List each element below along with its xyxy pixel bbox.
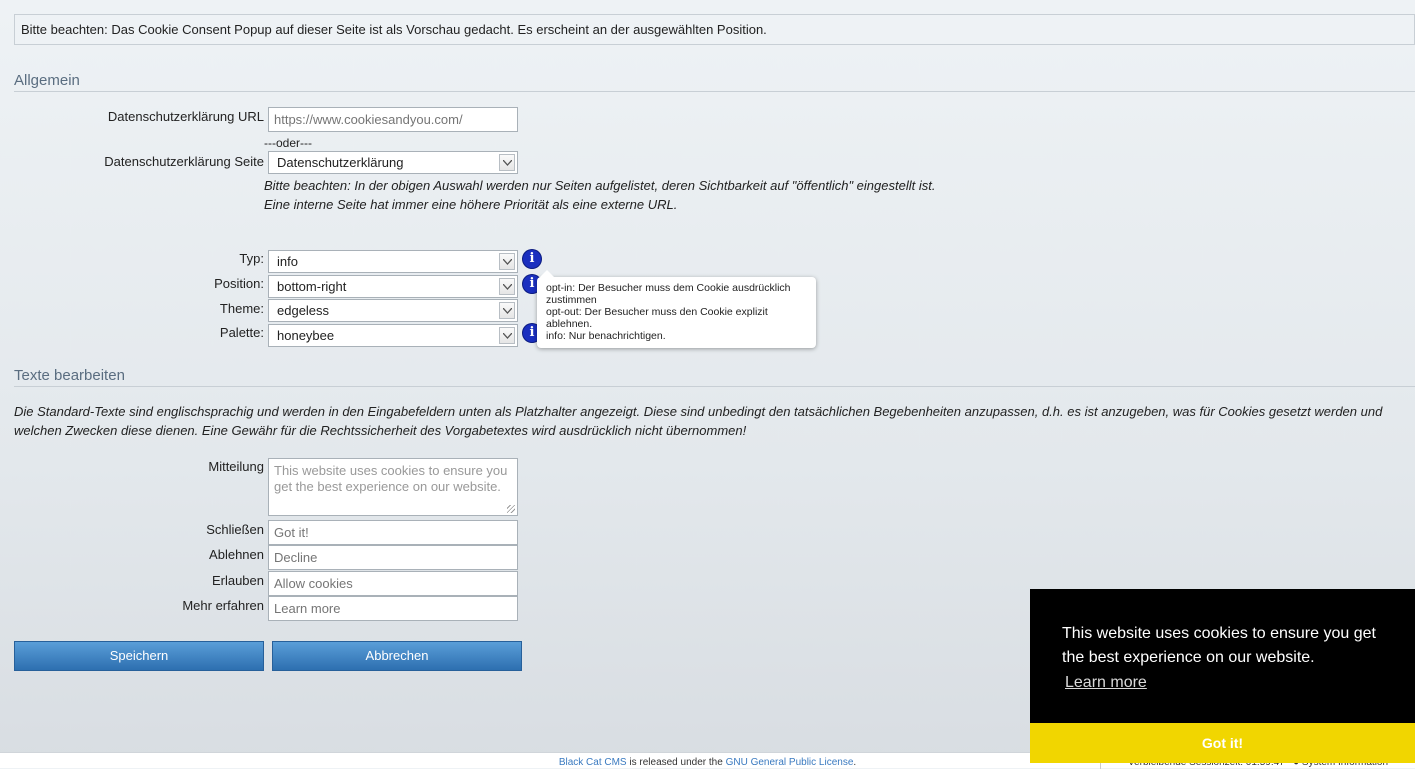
privacy-page-select[interactable] [268, 151, 518, 174]
tooltip-line-info: info: Nur benachrichtigen. [546, 330, 666, 342]
info-icon[interactable]: i [523, 275, 541, 293]
privacy-page-value: Datenschutzerklärung [277, 155, 404, 170]
more-text-input[interactable] [268, 596, 518, 621]
palette-value: honeybee [277, 328, 335, 343]
type-value: info [277, 254, 298, 269]
cms-link[interactable]: Black Cat CMS [558, 757, 627, 768]
close-text-input[interactable] [268, 520, 518, 545]
close-label: Schließen [206, 522, 264, 537]
type-select[interactable] [268, 250, 518, 273]
palette-select[interactable] [268, 324, 518, 347]
tooltip-line-optin: opt-in: Der Besucher muss dem Cookie ausdrücklich zustimmen [546, 282, 791, 306]
chevron-down-icon[interactable] [499, 278, 515, 295]
cookie-consent-popup [1030, 589, 1415, 763]
theme-label: Theme: [219, 301, 264, 316]
theme-value: edgeless [277, 303, 330, 318]
privacy-note-line2: Eine interne Seite hat immer eine höhere Priorität als eine externe URL. [264, 197, 678, 212]
position-value: bottom-right [277, 279, 347, 294]
position-select[interactable] [268, 275, 518, 298]
cookie-message: This website uses cookies to ensure you get the best experience on our website. [1062, 625, 1376, 666]
footer-end: . [853, 757, 857, 768]
cancel-button[interactable]: Abbrechen [272, 641, 522, 671]
privacy-url-input[interactable] [268, 107, 518, 132]
message-textarea[interactable] [268, 458, 518, 516]
privacy-page-label: Datenschutzerklärung Seite [104, 154, 264, 169]
chevron-down-icon[interactable] [499, 253, 515, 270]
palette-label: Palette: [219, 325, 264, 340]
info-icon[interactable]: i [523, 250, 541, 268]
decline-label: Ablehnen [209, 547, 264, 562]
info-icon[interactable]: i [523, 324, 541, 342]
more-label: Mehr erfahren [182, 598, 264, 613]
license-link[interactable]: GNU General Public License [725, 757, 854, 768]
tooltip-line-optout: opt-out: Der Besucher muss den Cookie explizit ablehnen. [546, 306, 768, 330]
preview-notice: Bitte beachten: Das Cookie Consent Popup auf dieser Seite ist als Vorschau gedacht. Es erscheint an der ausgewählten Position. [14, 14, 1415, 45]
allow-text-input[interactable] [268, 571, 518, 596]
position-label: Position: [214, 276, 264, 291]
privacy-url-label: Datenschutzerklärung URL [107, 109, 264, 124]
cookie-accept-button[interactable]: Got it! [1030, 723, 1415, 763]
cookie-learn-more-link[interactable]: Learn more [1065, 674, 1147, 691]
save-button[interactable]: Speichern [14, 641, 264, 671]
type-label: Typ: [239, 251, 264, 266]
chevron-down-icon[interactable] [499, 327, 515, 344]
decline-text-input[interactable] [268, 545, 518, 570]
chevron-down-icon[interactable] [499, 302, 515, 319]
section-title-general: Allgemein [14, 72, 1415, 92]
message-label: Mitteilung [208, 459, 264, 474]
type-tooltip [537, 277, 816, 348]
allow-label: Erlauben [211, 573, 264, 588]
message-placeholder: This website uses cookies to ensure you get the best experience on our website. [274, 463, 508, 494]
or-separator: ---oder--- [264, 136, 312, 150]
chevron-down-icon[interactable] [499, 154, 515, 171]
privacy-note-line1: Bitte beachten: In der obigen Auswahl werden nur Seiten aufgelistet, deren Sichtbarkeit auf "öffentlich" eingestellt ist. [264, 178, 936, 193]
resize-handle-icon[interactable] [507, 505, 515, 513]
theme-select[interactable] [268, 299, 518, 322]
footer-text: is released under the [626, 757, 726, 768]
texts-description: Die Standard-Texte sind englischsprachig und werden in den Eingabefeldern unten als Platzhalter angezeigt. Diese sind unbedingt den tatsächlichen Begebenheiten anzupassen, d.h. es ist anzugeben, was für Cookies gesetzt werden und welchen Zwecken diese dienen. Eine Gewähr für die Rechtssicherheit des Vorgabetextes wird ausdrücklich nicht übernommen! [14, 404, 1383, 438]
section-title-texts: Texte bearbeiten [14, 367, 1415, 387]
